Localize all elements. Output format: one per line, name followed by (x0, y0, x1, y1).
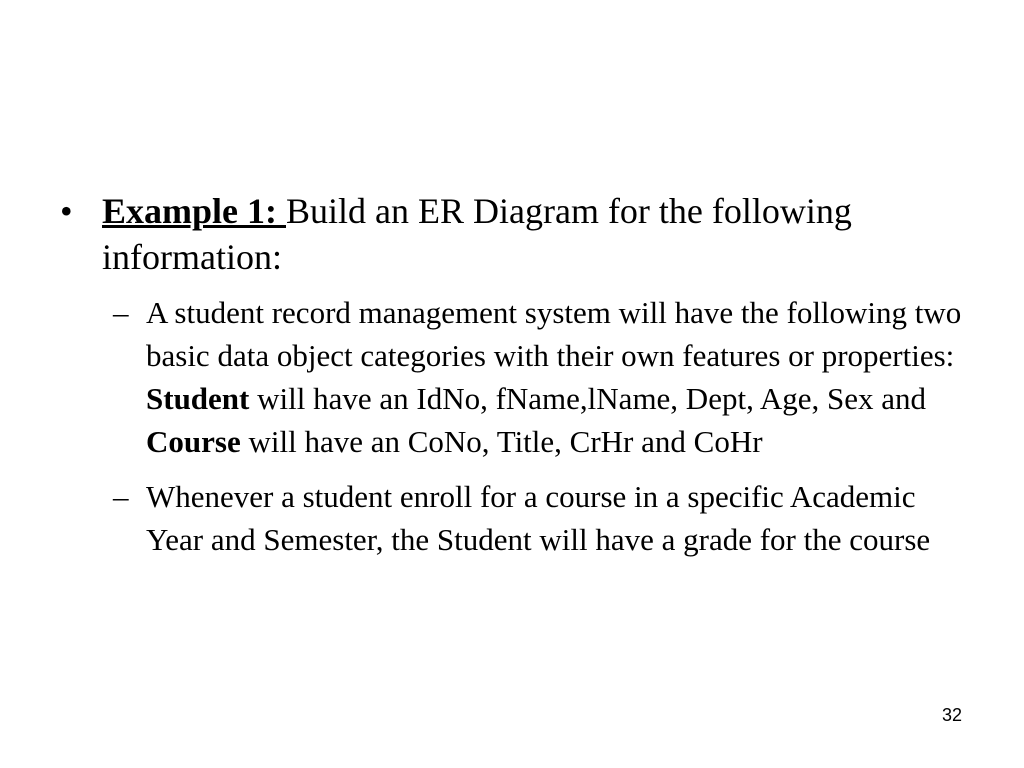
sub-bullet-text: A student record management system will have the following two basic data object categories with their own features or properties: (146, 295, 962, 373)
page-number: 32 (941, 705, 962, 725)
bullet-marker: • (60, 191, 73, 231)
sub-bullet-item (58, 475, 978, 561)
dash-marker: – (113, 295, 129, 330)
example-label: Example 1: (102, 191, 286, 231)
sub-bullet-item (58, 291, 978, 463)
sub-bullet-text: Whenever a student enroll for a course in a specific Academic Year and Semester, the Student will have a grade for the course (146, 479, 931, 557)
slide-content (58, 188, 978, 573)
entity-course: Course (146, 424, 241, 459)
sub-bullet-text: will have an CoNo, Title, CrHr and CoHr (240, 424, 763, 459)
sub-bullet-text: will have an IdNo, fName,lName, Dept, Age, Sex and (249, 381, 927, 416)
entity-student: Student (146, 381, 250, 416)
main-bullet (58, 188, 978, 280)
dash-marker: – (113, 479, 129, 514)
sub-bullet-list (58, 291, 978, 561)
example-text: Build an ER Diagram for the following information: (102, 191, 852, 277)
